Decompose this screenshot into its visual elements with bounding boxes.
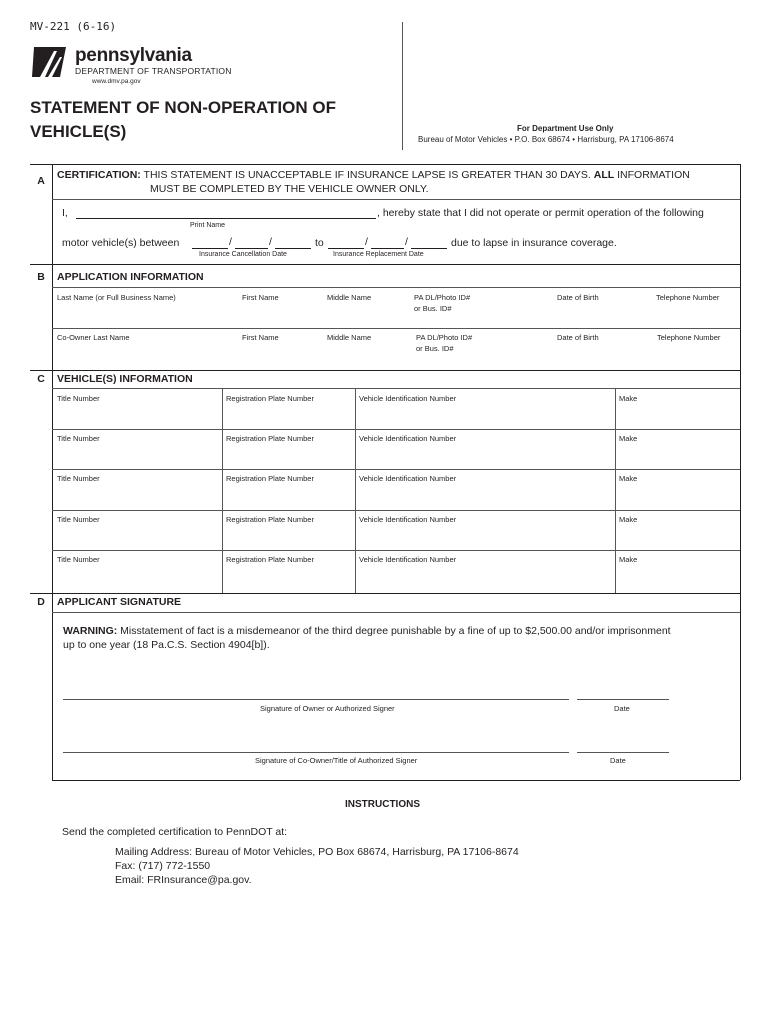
cancel-day-field[interactable] [235, 248, 268, 249]
vin-label: Vehicle Identification Number [359, 474, 457, 483]
owner-date-field[interactable] [577, 699, 669, 700]
section-c-letter: C [37, 373, 45, 385]
vehicle-row-divider [52, 469, 740, 470]
co-owner-pa-dl-label: PA DL/Photo ID# [416, 333, 473, 342]
section-a-top-border [30, 164, 740, 165]
vehicle-col-divider [355, 388, 356, 593]
date-slash: / [229, 236, 232, 248]
print-name-label: Print Name [190, 222, 226, 229]
section-d-heading: APPLICANT SIGNATURE [57, 596, 182, 608]
keystone-logo-icon [30, 45, 70, 79]
middle-name-label: Middle Name [327, 293, 372, 302]
header-divider [402, 22, 403, 150]
first-name-label: First Name [242, 293, 279, 302]
co-owner-first-name-label: First Name [242, 333, 279, 342]
last-name-label: Last Name (or Full Business Name) [57, 293, 176, 302]
replace-year-field[interactable] [411, 248, 447, 249]
section-c-left-border [52, 370, 53, 593]
plate-number-label: Registration Plate Number [226, 515, 314, 524]
section-d-right-border [740, 593, 741, 780]
section-d-top-border [30, 593, 740, 594]
title-number-label: Title Number [57, 474, 100, 483]
plate-number-label: Registration Plate Number [226, 555, 314, 564]
co-owner-date-field[interactable] [577, 752, 669, 753]
section-c-right-border [740, 370, 741, 593]
co-owner-date-label: Date [610, 756, 626, 765]
vin-label: Vehicle Identification Number [359, 434, 457, 443]
owner-date-label: Date [614, 704, 630, 713]
vin-label: Vehicle Identification Number [359, 555, 457, 564]
title-number-label: Title Number [57, 434, 100, 443]
plate-number-label: Registration Plate Number [226, 474, 314, 483]
mailing-address: Mailing Address: Bureau of Motor Vehicles, PO Box 68674, Harrisburg, PA 17106-8674 [115, 846, 519, 858]
make-label: Make [619, 434, 638, 443]
date-slash: / [365, 236, 368, 248]
section-c-top-border [30, 370, 740, 371]
website-link[interactable]: www.dmv.pa.gov [92, 78, 141, 85]
section-c-head-divider [52, 388, 740, 389]
instructions-send: Send the completed certification to PennDOT at: [62, 826, 288, 838]
replace-day-field[interactable] [371, 248, 404, 249]
co-owner-dob-label: Date of Birth [557, 333, 599, 342]
bus-id-label: or Bus. ID# [414, 304, 452, 313]
co-owner-bus-id-label: or Bus. ID# [416, 344, 454, 353]
section-d-head-divider [52, 612, 740, 613]
date-slash: / [405, 236, 408, 248]
owner-signature-label: Signature of Owner or Authorized Signer [260, 704, 395, 713]
certification-statement: CERTIFICATION: THIS STATEMENT IS UNACCEPTABLE IF INSURANCE LAPSE IS GREATER THAN 30 DAYS. ALL INFORMATION MUST BE COMPLETED BY THE VEHICLE OWNER ONLY. [57, 169, 690, 195]
section-d-bottom-border [52, 780, 740, 781]
plate-number-label: Registration Plate Number [226, 394, 314, 403]
brand-name: pennsylvania [75, 45, 192, 66]
co-owner-telephone-label: Telephone Number [657, 333, 721, 342]
title-number-label: Title Number [57, 555, 100, 564]
section-b-heading: APPLICATION INFORMATION [57, 271, 204, 283]
telephone-label: Telephone Number [656, 293, 720, 302]
title-number-label: Title Number [57, 394, 100, 403]
make-label: Make [619, 474, 638, 483]
due-text: due to lapse in insurance coverage. [451, 237, 617, 249]
department-name: DEPARTMENT OF TRANSPORTATION [75, 66, 232, 76]
section-b-right-border [740, 264, 741, 370]
section-d-left-border [52, 593, 53, 780]
section-b-head-divider [52, 287, 740, 288]
section-b-top-border [30, 264, 740, 265]
department-address: Bureau of Motor Vehicles • P.O. Box 68674 • Harrisburg, PA 17106-8674 [418, 135, 674, 144]
make-label: Make [619, 394, 638, 403]
vin-label: Vehicle Identification Number [359, 515, 457, 524]
form-title: STATEMENT OF NON-OPERATION OF VEHICLE(S) [30, 98, 336, 141]
vin-label: Vehicle Identification Number [359, 394, 457, 403]
i-label: I, [62, 207, 68, 219]
vehicle-row-divider [52, 510, 740, 511]
form-id: MV-221 (6-16) [30, 20, 117, 33]
section-b-row-divider [52, 328, 740, 329]
section-a-letter: A [37, 175, 45, 187]
pa-dl-label: PA DL/Photo ID# [414, 293, 471, 302]
cancel-year-field[interactable] [275, 248, 311, 249]
vehicle-col-divider [222, 388, 223, 593]
cancel-date-label: Insurance Cancellation Date [199, 251, 287, 258]
title-number-label: Title Number [57, 515, 100, 524]
dob-label: Date of Birth [557, 293, 599, 302]
statement-text: , hereby state that I did not operate or permit operation of the following [377, 207, 704, 219]
instructions-heading: INSTRUCTIONS [345, 799, 420, 810]
email-address[interactable]: Email: FRInsurance@pa.gov. [115, 874, 252, 886]
section-b-left-border [52, 264, 53, 370]
cancel-month-field[interactable] [192, 248, 228, 249]
department-use-label: For Department Use Only [517, 124, 614, 133]
to-label: to [315, 237, 324, 249]
vehicle-col-divider [615, 388, 616, 593]
section-b-letter: B [37, 271, 45, 283]
co-owner-middle-name-label: Middle Name [327, 333, 372, 342]
fax-number: Fax: (717) 772-1550 [115, 860, 211, 872]
warning-text: WARNING: Misstatement of fact is a misdemeanor of the third degree punishable by a fine of up to $2,500.00 and/or imprisonment up to one year (18 Pa.C.S. Section 4904[b]). [63, 625, 671, 651]
co-owner-signature-field[interactable] [63, 752, 569, 753]
print-name-field[interactable] [76, 218, 376, 219]
section-c-heading: VEHICLE(S) INFORMATION [57, 373, 193, 385]
replace-month-field[interactable] [328, 248, 364, 249]
section-d-letter: D [37, 596, 45, 608]
date-slash: / [269, 236, 272, 248]
vehicle-row-divider [52, 550, 740, 551]
co-owner-signature-label: Signature of Co-Owner/Title of Authorized Signer [255, 756, 418, 765]
plate-number-label: Registration Plate Number [226, 434, 314, 443]
vehicle-row-divider [52, 429, 740, 430]
make-label: Make [619, 555, 638, 564]
certification-divider [52, 199, 740, 200]
make-label: Make [619, 515, 638, 524]
section-a-left-border [52, 164, 53, 264]
owner-signature-field[interactable] [63, 699, 569, 700]
section-a-right-border [740, 164, 741, 264]
replace-date-label: Insurance Replacement Date [333, 251, 424, 258]
co-owner-last-name-label: Co-Owner Last Name [57, 333, 130, 342]
between-label: motor vehicle(s) between [62, 237, 180, 249]
